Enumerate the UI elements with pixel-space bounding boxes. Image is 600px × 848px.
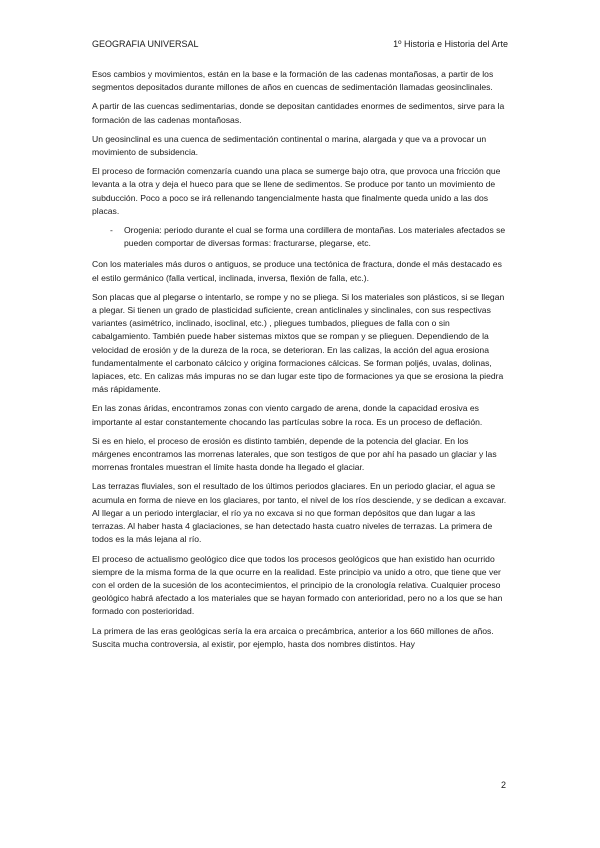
bullet-item xyxy=(92,224,508,250)
page-header xyxy=(92,38,508,52)
paragraph: Son placas que al plegarse o intentarlo, se rompe y no se pliega. Si los materiales son plásticos, si se llegan a plegar. Si tienen un grado de plasticidad suficiente, crean anticlinales y sinclinales, con sus respectivas variantes (asimétrico, inclinado, isoclinal, etc.) , pliegues tumbados, pliegues de falla con o sin cabalgamiento. También puede haber sistemas mixtos que se rompan y se plieguen. Dependiendo de la velocidad de erosión y de la dureza de la roca, se deterioran. En las calizas, la acción del agua erosiona fundamentalmente el carbonato cálcico y origina formaciones cálcicas. Se forman poljés, uvalas, dolinas, lapiaces, etc. En calizas más impuras no se dan lugar este tipo de formaciones ya que se erosiona la piedra más rápidamente. xyxy=(92,291,505,395)
paragraph: El proceso de formación comenzaría cuando una placa se sumerge bajo otra, que provoca una fricción que levanta a la otra y deja el hueco para que se llene de sedimentos. Se produce por tanto un movimiento de subducción. Poco a poco se irá rellenando tangencialmente hasta que finalmente queda unido a las dos placas. xyxy=(92,166,501,216)
paragraph: En las zonas áridas, encontramos zonas con viento cargado de arena, donde la capacidad erosiva es importante al estar constantemente chocando las partículas sobre la roca. Es un proceso de deflación. xyxy=(92,403,483,427)
bullet-text: Orogenia: periodo durante el cual se forma una cordillera de montañas. Los materiales afectados se pueden comportar de diversas formas: fracturarse, plegarse, etc. xyxy=(124,225,506,249)
course-title: GEOGRAFIA UNIVERSAL xyxy=(92,39,199,49)
paragraph: La primera de las eras geológicas sería la era arcaica o precámbrica, anterior a los 660 millones de años. Suscita mucha controversia, al existir, por ejemplo, hasta dos nombres distintos. Hay xyxy=(92,625,494,649)
page-number: 2 xyxy=(500,780,506,790)
paragraph: Con los materiales más duros o antiguos, se produce una tectónica de fractura, donde el más destacado es el estilo germánico (falla vertical, inclinada, inversa, flexión de falla, etc.). xyxy=(92,259,502,283)
subject-title: 1º Historia e Historia del Arte xyxy=(393,39,508,49)
paragraph: El proceso de actualismo geológico dice que todos los procesos geológicos que han existido han ocurrido siempre de la misma forma de la que ocurre en la realidad. Este principio va unido a otro, que tiene que ver con el orden de la sucesión de los acontecimientos, el principio de la cronología relativa. Cualquier proceso geológico habrá afectado a los materiales que se hayan formado con anterioridad, pero no a los que se han formado con posterioridad. xyxy=(92,553,503,617)
bullet-dash: - xyxy=(110,225,113,236)
paragraph: A partir de las cuencas sedimentarias, donde se depositan cantidades enormes de sedimentos, sirve para la formación de las cadenas montañosas. xyxy=(92,101,505,125)
document-body xyxy=(92,68,508,657)
paragraph: Esos cambios y movimientos, están en la base e la formación de las cadenas montañosas, a partir de los segmentos depositados durante millones de años en cuencas de sedimentación llamadas geosinclinales. xyxy=(92,69,494,93)
paragraph: Un geosinclinal es una cuenca de sedimentación continental o marina, alargada y que va a provocar un movimiento de subsidencia. xyxy=(92,133,487,158)
paragraph: Si es en hielo, el proceso de erosión es distinto también, depende de la potencia del glaciar. En los márgenes encontramos las morrenas laterales, que son testigos de que por ahí ha pasado un glaciar y las morrenas frontales muestran el límite hasta donde ha llegado el glaciar. xyxy=(92,435,497,473)
paragraph: Las terrazas fluviales, son el resultado de los últimos periodos glaciares. En un periodo glaciar, el agua se acumula en forma de nieve en los glaciares, por tanto, el nivel de los ríos desciende, y se dedican a excavar. Al llegar a un periodo interglaciar, el río ya no excava si no que forman depósitos que dan lugar a las terrazas. Al haber hasta 4 glaciaciones, se han detectado hasta cuatro niveles de terrazas. La primera de todos es la más lejana al río. xyxy=(92,481,507,545)
